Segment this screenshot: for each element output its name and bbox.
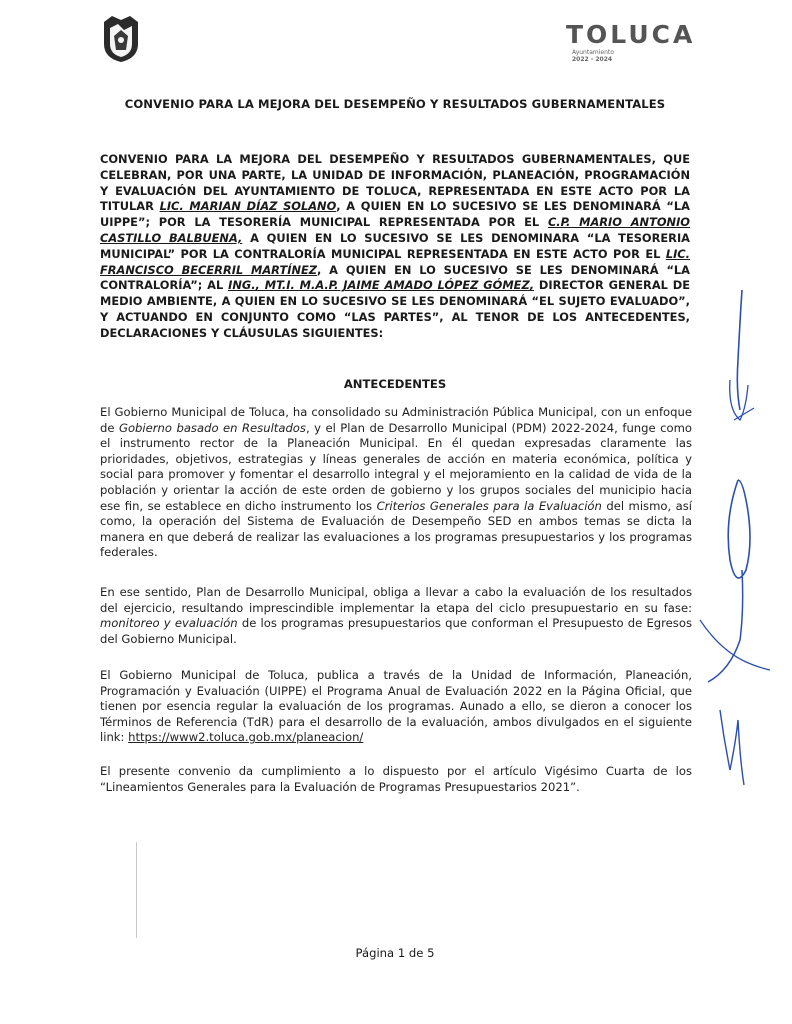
p2-text-c: de los programas presupuestarios que conforman el Presupuesto de Egresos del Gobierno Municipal. xyxy=(100,616,692,646)
intro-text-3: A QUIEN EN LO SUCESIVO SE LES DENOMINARA “LA TESORERIA MUNICIPAL” POR LA CONTRALORÍA MUNICIPAL REPRESENTADA EN ESTE ACTO POR EL xyxy=(100,230,690,261)
margin-line xyxy=(136,842,137,938)
document-title: CONVENIO PARA LA MEJORA DEL DESEMPEÑO Y RESULTADOS GUBERNAMENTALES xyxy=(124,97,666,111)
intro-name-3: LIC. FRANCISCO BECERRIL MARTÍNEZ xyxy=(100,246,690,277)
p1-text-d: Criterios Generales para la Evaluación xyxy=(376,498,602,513)
section-title: ANTECEDENTES xyxy=(343,377,447,391)
p3-text-a: El Gobierno Municipal de Toluca, publica a través de la Unidad de Información, Planeación, Programación y Evaluación (UIPPE) el Programa Anual de Evaluación 2022 en la Página Oficial, que tienen por esencia regular la evaluación de los programas. Aunado a ello, se dieron a conocer los Términos de Referencia (TdR) para el desarrollo de la evaluación, ambos divulgados en el siguiente link: xyxy=(100,668,692,745)
paragraph-4: El presente convenio da cumplimiento a lo dispuesto por el artículo Vigésimo Cuarta de los “Lineamientos Generales para la Evaluación de Programas Presupuestarios 2021”. xyxy=(100,764,692,794)
p1-text-c: , y el Plan de Desarrollo Municipal (PDM) 2022-2024, funge como el instrumento rector de la Planeación Municipal. En él quedan expresadas claramente las prioridades, objetivos, estrategias y líneas generales de acción en materia económica, política y social para promover y fomentar el desarrollo integral y el mejoramiento en la calidad de vida de la población y orientar la acción de este orden de gobierno y los grupos sociales del municipio hacia ese fin, se establece en dicho instrumento los xyxy=(100,420,692,513)
toluca-logo xyxy=(566,20,696,68)
intro-name-1: LIC. MARIAN DÍAZ SOLANO xyxy=(159,199,337,214)
intro-text-4: , A QUIEN EN LO SUCESIVO SE LES DENOMINARÁ “LA CONTRALORÍA”; AL xyxy=(100,262,691,293)
paragraph-1 xyxy=(100,405,692,561)
p1-text-e: del mismo, así como, la operación del Sistema de Evaluación de Desempeño SED en ambos temas se dicta la manera en que deberá de realizar las evaluaciones a los programas presupuestarios y los programas federales. xyxy=(100,498,693,560)
intro-text-5: DIRECTOR GENERAL DE MEDIO AMBIENTE, A QUIEN EN LO SUCESIVO SE LES DENOMINARÁ “EL SUJETO EVALUADO”, Y ACTUANDO EN CONJUNTO COMO “LAS PARTES”, AL TENOR DE LOS ANTECEDENTES, DECLARACIONES Y CLÁUSULAS SIGUIENTES: xyxy=(100,278,690,340)
municipal-coat-of-arms-icon xyxy=(98,14,144,64)
p2-text-b: monitoreo y evaluación xyxy=(100,616,238,631)
p1-text-a: El Gobierno Municipal de Toluca, ha consolidado su Administración Pública Municipal, con un enfoque de xyxy=(100,405,692,435)
intro-name-2: C.P. MARIO ANTONIO CASTILLO BALBUENA, xyxy=(100,215,690,245)
p2-text-a: En ese sentido, Plan de Desarrollo Municipal, obliga a llevar a cabo la evaluación de los resultados del ejercicio, resultando imprescindible implementar la etapa del ciclo presupuestario en su fase: xyxy=(100,585,692,615)
planeacion-link[interactable]: https://www2.toluca.gob.mx/planeacion/ xyxy=(128,730,364,745)
logo-word: TOLUCA xyxy=(566,20,696,49)
intro-text-2: , A QUIEN EN LO SUCESIVO SE LES DENOMINARÁ “LA UIPPE”; POR LA TESORERÍA MUNICIPAL REPRESENTADA POR EL xyxy=(100,199,690,230)
paragraph-3 xyxy=(100,668,692,746)
paragraph-2 xyxy=(100,585,692,647)
intro-paragraph xyxy=(100,152,690,342)
handwritten-signature-marks xyxy=(690,290,790,810)
page-number: Página 1 de 5 xyxy=(355,946,435,960)
intro-name-4: ING., MT.I. M.A.P. JAIME AMADO LÓPEZ GÓMEZ, xyxy=(228,278,535,293)
logo-years: 2022 - 2024 xyxy=(572,56,613,63)
intro-text-1: CONVENIO PARA LA MEJORA DEL DESEMPEÑO Y RESULTADOS GUBERNAMENTALES, QUE CELEBRAN, POR UNA PARTE, LA UNIDAD DE INFORMACIÓN, PLANEACIÓN, PROGRAMACIÓN Y EVALUACIÓN DEL AYUNTAMIENTO DE TOLUCA, REPRESENTADA EN ESTE ACTO POR LA TITULAR xyxy=(100,152,690,214)
p1-text-b: Gobierno basado en Resultados xyxy=(118,420,306,435)
logo-subtitle: Ayuntamiento xyxy=(572,49,614,56)
